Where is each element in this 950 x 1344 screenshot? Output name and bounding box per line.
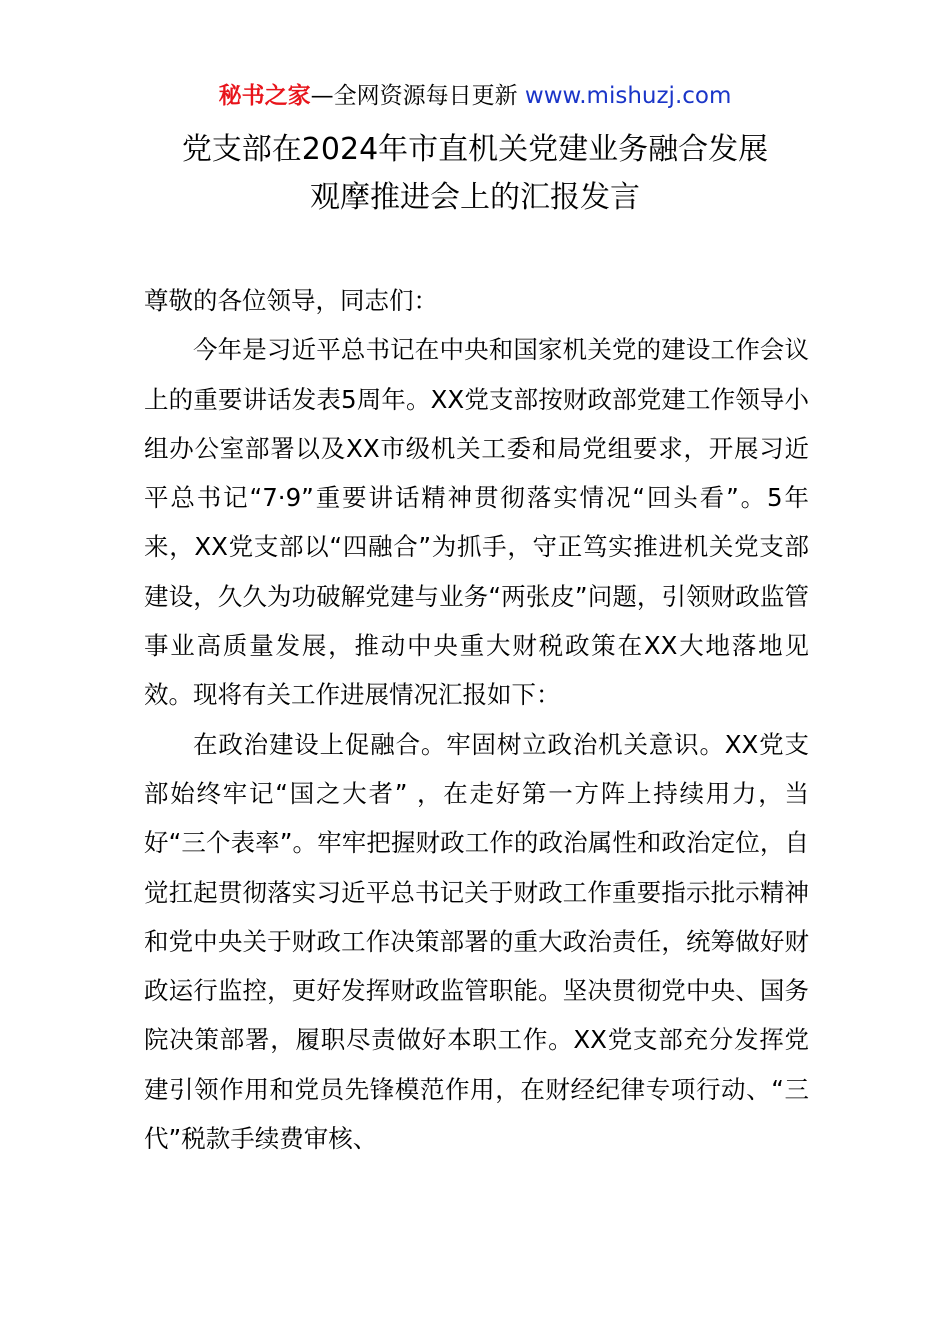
site-header xyxy=(0,80,950,112)
site-tagline: —全网资源每日更新 xyxy=(310,83,525,109)
title-line-2: 观摩推进会上的汇报发言 xyxy=(310,180,640,215)
site-brand: 秘书之家 xyxy=(218,83,311,109)
paragraph-political-building: 在政治建设上促融合。牢固树立政治机关意识。XX党支部始终牢记“国之大者” ，在走好第一方阵上持续用力，当好“三个表率”。牢牢把握财政工作的政治属性和政治定位，自觉扛起贯彻落实习近平总书记关于财政工作重要指示批示精神和党中央关于财政工作决策部署的重大政治责任，统筹做好财政运行监控，更好发挥财政监管职能。坚决贯彻党中央、国务院决策部署，履职尽责做好本职工作。XX党支部充分发挥党建引领作用和党员先锋模范作用，在财经纪律专项行动、“三代”税款手续费审核、 xyxy=(144,729,809,1154)
document-title xyxy=(0,126,950,222)
document-body xyxy=(144,276,809,1163)
title-line-1: 党支部在2024年市直机关党建业务融合发展 xyxy=(181,132,769,167)
site-url-link[interactable]: www.mishuzj.com xyxy=(524,83,732,109)
paragraph-intro: 今年是习近平总书记在中央和国家机关党的建设工作会议上的重要讲话发表5周年。XX党支部按财政部党建工作领导小组办公室部署以及XX市级机关工委和局党组要求，开展习近平总书记“7·9”重要讲话精神贯彻落实情况“回头看”。5年来，XX党支部以“四融合”为抓手，守正笃实推进机关党支部建设，久久为功破解党建与业务“两张皮”问题，引领财政监管事业高质量发展，推动中央重大财税政策在XX大地落地见效。现将有关工作进展情况汇报如下： xyxy=(144,335,809,710)
greeting: 尊敬的各位领导，同志们： xyxy=(144,286,438,315)
